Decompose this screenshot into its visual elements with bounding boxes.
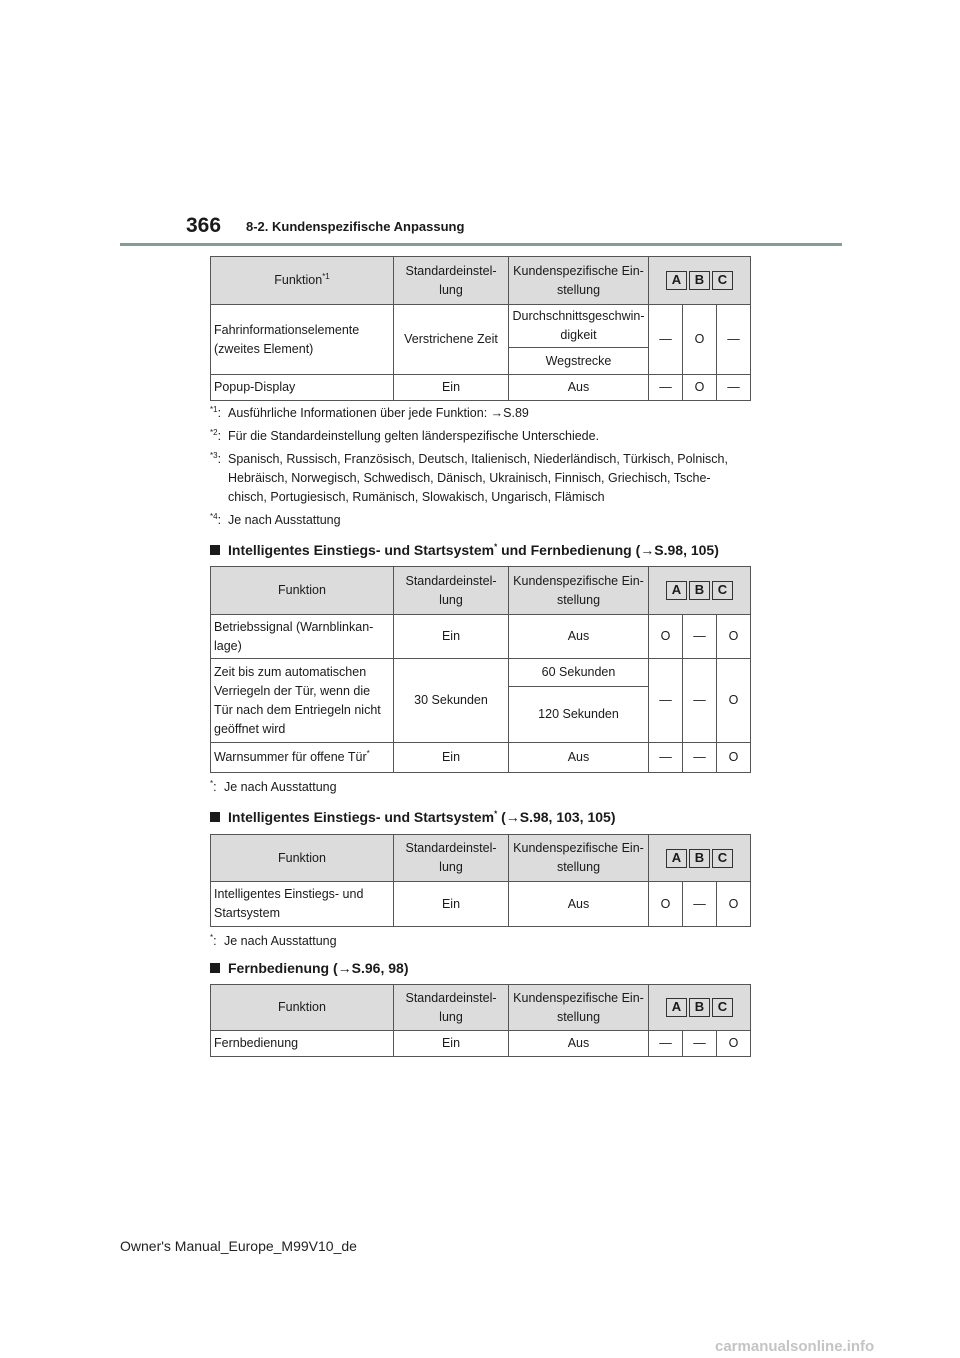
footnote: *: Je nach Ausstattung xyxy=(210,932,337,948)
manual-name: Owner's Manual_Europe_M99V10_de xyxy=(120,1238,357,1254)
table-header-row xyxy=(211,835,751,882)
col-header-custom: Kundenspezifische Ein- stellung xyxy=(509,567,649,615)
square-bullet-icon xyxy=(210,812,220,822)
page-number: 366 xyxy=(186,214,222,237)
section-title: 8-2. Kundenspezifische Anpassung xyxy=(246,219,465,234)
cell-custom: Aus xyxy=(509,882,649,927)
cell-c: O xyxy=(717,1031,751,1057)
cell-default: Ein xyxy=(394,615,509,659)
col-header-abc xyxy=(649,257,751,305)
table-header-row xyxy=(211,985,751,1031)
cell-custom: 60 Sekunden xyxy=(509,659,649,687)
abc-box-a: A xyxy=(666,581,687,600)
table-fahrinformation xyxy=(210,256,751,401)
cell-custom: Durchschnittsgeschwin- digkeit xyxy=(509,305,649,348)
footnote: *: Je nach Ausstattung xyxy=(210,778,337,794)
cell-function: Fernbedienung xyxy=(211,1031,394,1057)
col-header-default: Standardeinstel- lung xyxy=(394,567,509,615)
col-header-abc xyxy=(649,985,751,1031)
abc-box-b: B xyxy=(689,849,710,868)
col-header-custom: Kundenspezifische Ein- stellung xyxy=(509,257,649,305)
footnote: $^{*2}$: Für die Standardeinstellung gelten länderspezifische Unterschiede. xyxy=(210,427,600,443)
col-header-function: Funktion xyxy=(211,835,394,882)
abc-box-a: A xyxy=(666,849,687,868)
col-header-default: Standardeinstel- lung xyxy=(394,985,509,1031)
table-row xyxy=(211,305,751,348)
cell-default: Ein xyxy=(394,882,509,927)
col-header-custom: Kundenspezifische Ein- stellung xyxy=(509,835,649,882)
cell-b: — xyxy=(683,659,717,743)
table-header-row xyxy=(211,567,751,615)
abc-box-c: C xyxy=(712,581,733,600)
cell-function: Fahrinformationselemente (zweites Element) xyxy=(211,305,394,375)
cell-custom: Aus xyxy=(509,615,649,659)
cell-a: O xyxy=(649,615,683,659)
cell-function: Intelligentes Einstiegs- und Startsystem xyxy=(211,882,394,927)
abc-box-b: B xyxy=(689,998,710,1017)
cell-b: — xyxy=(683,882,717,927)
col-header-custom: Kundenspezifische Ein- stellung xyxy=(509,985,649,1031)
abc-box-a: A xyxy=(666,271,687,290)
cell-a: — xyxy=(649,743,683,773)
table-row xyxy=(211,659,751,687)
table-row xyxy=(211,743,751,773)
square-bullet-icon xyxy=(210,963,220,973)
section-heading: Intelligentes Einstiegs- und Startsystem* (→S.98, 103, 105) xyxy=(210,809,615,825)
cell-custom: Aus xyxy=(509,743,649,773)
table-smart-entry xyxy=(210,834,751,927)
abc-box-c: C xyxy=(712,849,733,868)
table-remote xyxy=(210,984,751,1057)
cell-custom: Wegstrecke xyxy=(509,348,649,375)
table-row xyxy=(211,375,751,401)
cell-a: — xyxy=(649,375,683,401)
table-smart-entry-remote xyxy=(210,566,751,773)
abc-box-c: C xyxy=(712,998,733,1017)
cell-function: Warnsummer für offene Tür* xyxy=(211,743,394,773)
cell-a: O xyxy=(649,882,683,927)
watermark: carmanualsonline.info xyxy=(715,1338,875,1355)
cell-b: O xyxy=(683,305,717,375)
cell-function: Popup-Display xyxy=(211,375,394,401)
abc-box-c: C xyxy=(712,271,733,290)
cell-b: — xyxy=(683,1031,717,1057)
section-heading: Intelligentes Einstiegs- und Startsystem* und Fernbedienung (→S.98, 105) xyxy=(210,542,719,558)
footnote: $^{*3}$: Spanisch, Russisch, Französisch, Deutsch, Italienisch, Niederländisch, Türkisch, Polnisch, Hebräisch, Norwegisch, Schwedisch, Dänisch, Ukrainisch, Finnisch, Griechisch, Tsche-chisch, Portugiesisch, Rumänisch, Slowakisch, Ungarisch, Flämisch xyxy=(210,450,728,504)
cell-function: Betriebssignal (Warnblinkan- lage) xyxy=(211,615,394,659)
cell-b: — xyxy=(683,743,717,773)
cell-custom: 120 Sekunden xyxy=(509,687,649,743)
square-bullet-icon xyxy=(210,545,220,555)
cell-default: 30 Sekunden xyxy=(394,659,509,743)
cell-b: O xyxy=(683,375,717,401)
col-header-function: Funktion$^{*1}$ xyxy=(211,257,394,305)
cell-c: O xyxy=(717,615,751,659)
col-header-function: Funktion xyxy=(211,567,394,615)
table-row xyxy=(211,615,751,659)
abc-box-a: A xyxy=(666,998,687,1017)
cell-custom: Aus xyxy=(509,375,649,401)
section-heading: Fernbedienung (→S.96, 98) xyxy=(210,960,408,976)
footnote: $^{*4}$: Je nach Ausstattung xyxy=(210,511,341,527)
cell-default: Ein xyxy=(394,375,509,401)
cell-c: O xyxy=(717,882,751,927)
col-header-abc xyxy=(649,567,751,615)
table-header-row xyxy=(211,257,751,305)
cell-b: — xyxy=(683,615,717,659)
cell-a: — xyxy=(649,659,683,743)
cell-c: O xyxy=(717,659,751,743)
cell-custom: Aus xyxy=(509,1031,649,1057)
cell-function: Zeit bis zum automatischen Verriegeln der Tür, wenn die Tür nach dem Entriegeln nicht geöffnet wird xyxy=(211,659,394,743)
col-header-function: Funktion xyxy=(211,985,394,1031)
table-row xyxy=(211,1031,751,1057)
col-header-abc xyxy=(649,835,751,882)
footnote: $^{*1}$: Ausführliche Informationen über jede Funktion: →S.89 xyxy=(210,404,529,420)
cell-c: — xyxy=(717,375,751,401)
cell-a: — xyxy=(649,1031,683,1057)
table-row xyxy=(211,882,751,927)
cell-c: O xyxy=(717,743,751,773)
header-rule xyxy=(120,243,842,246)
cell-default: Verstrichene Zeit xyxy=(394,305,509,375)
cell-default: Ein xyxy=(394,1031,509,1057)
footnote-ref: *1 xyxy=(322,271,330,281)
abc-box-b: B xyxy=(689,581,710,600)
cell-c: — xyxy=(717,305,751,375)
col-header-default: Standardeinstel- lung xyxy=(394,257,509,305)
col-header-default: Standardeinstel- lung xyxy=(394,835,509,882)
cell-default: Ein xyxy=(394,743,509,773)
cell-a: — xyxy=(649,305,683,375)
abc-box-b: B xyxy=(689,271,710,290)
